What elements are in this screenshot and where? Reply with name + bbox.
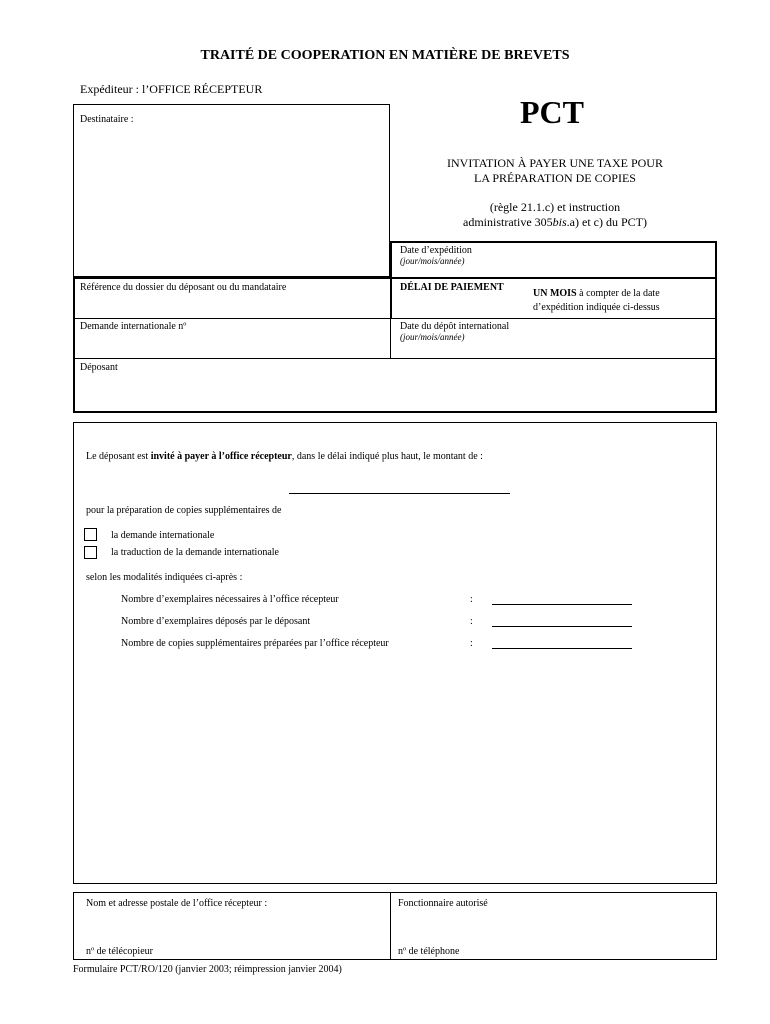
official-label: Fonctionnaire autorisé: [398, 898, 488, 909]
rule-line-2-c: .a) et c) du PCT): [566, 215, 647, 229]
delai-text-2: d’expédition indiquée ci-dessus: [533, 302, 660, 313]
rule-line-2-a: administrative 305: [463, 215, 553, 229]
invitation-line-1: INVITATION À PAYER UNE TAXE POUR: [447, 156, 663, 170]
invitation-line-2: LA PRÉPARATION DE COPIES: [474, 171, 636, 185]
fax-label: nº de télécopieur: [86, 946, 153, 957]
invitation-title: [390, 156, 720, 186]
row-1-label: Nombre d’exemplaires nécessaires à l’office récepteur: [121, 594, 339, 605]
checkbox-traduction-label: la traduction de la demande internationale: [111, 547, 279, 558]
intro-a: Le déposant est: [86, 451, 151, 462]
checkbox-demande[interactable]: [84, 528, 97, 541]
delai-text-1: à compter de la date: [576, 288, 660, 299]
pct-logo-text: PCT: [520, 94, 584, 130]
rule-line-2-bis: bis: [552, 215, 567, 229]
date-depot-hint: (jour/mois/année): [400, 332, 465, 342]
delai-text: [533, 287, 660, 315]
row-1-colon: :: [470, 594, 473, 605]
checkbox-traduction[interactable]: [84, 546, 97, 559]
sender-line: Expéditeur : l’OFFICE RÉCEPTEUR: [80, 82, 263, 96]
amount-line[interactable]: [289, 493, 510, 494]
intro-text: [86, 451, 483, 462]
row-3-input-line[interactable]: [492, 648, 632, 649]
form-title: TRAITÉ DE COOPERATION EN MATIÈRE DE BREVETS: [200, 48, 570, 63]
date-depot-field[interactable]: [400, 321, 509, 342]
rule-line-2: [390, 215, 720, 230]
delai-label: DÉLAI DE PAIEMENT: [400, 282, 504, 293]
row-1-input-line[interactable]: [492, 604, 632, 605]
date-expedition-label: Date d’expédition: [400, 245, 472, 256]
date-expedition-field[interactable]: [400, 245, 472, 266]
row-3-colon: :: [470, 638, 473, 649]
intro-c: , dans le délai indiqué plus haut, le montant de :: [291, 451, 483, 462]
checkbox-demande-label: la demande internationale: [111, 530, 215, 541]
purpose-text: pour la préparation de copies supplémentaires de: [86, 505, 282, 516]
office-address-label: Nom et adresse postale de l’office récepteur :: [86, 898, 268, 909]
phone-label: nº de téléphone: [398, 946, 460, 957]
office-info-divider: [390, 893, 391, 959]
row-3-label: Nombre de copies supplémentaires préparées par l’office récepteur: [121, 638, 389, 649]
deposant-label: Déposant: [80, 362, 118, 373]
date-depot-label: Date du dépôt international: [400, 321, 510, 332]
modalities-text: selon les modalités indiquées ci-après :: [86, 572, 243, 583]
row-2-input-line[interactable]: [492, 626, 632, 627]
row-2-colon: :: [470, 616, 473, 627]
date-expedition-hint: (jour/mois/année): [400, 256, 465, 266]
reference-field-label: Référence du dossier du déposant ou du mandataire: [80, 282, 287, 293]
intro-b: invité à payer à l’office récepteur: [150, 451, 292, 462]
rule-reference: [390, 200, 720, 230]
form-footer: Formulaire PCT/RO/120 (janvier 2003; réimpression janvier 2004): [73, 964, 342, 975]
demande-label: Demande internationale nº: [80, 321, 187, 332]
recipient-label: Destinataire :: [80, 114, 134, 125]
row-2-label: Nombre d’exemplaires déposés par le déposant: [121, 616, 311, 627]
rule-line-1: (règle 21.1.c) et instruction: [489, 200, 621, 214]
delai-un-mois: UN MOIS: [533, 288, 577, 299]
main-content-box: [73, 422, 717, 884]
